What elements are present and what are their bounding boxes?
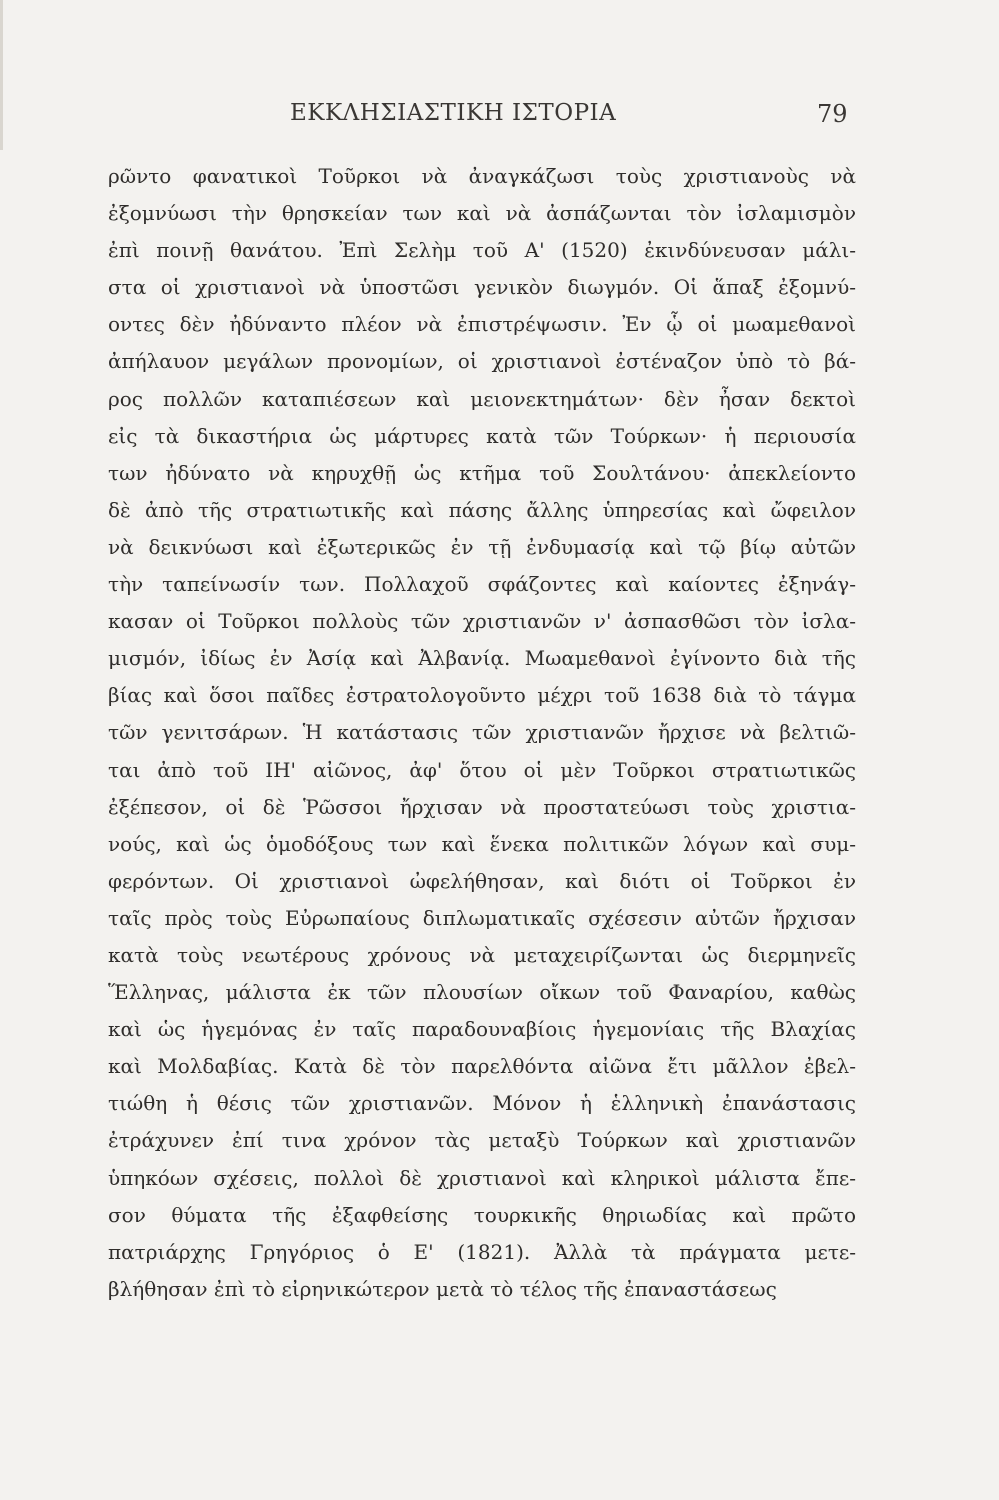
- text-line: βίας καὶ ὅσοι παῖδες ἐστρατολογοῦντο μέχρι τοῦ 1638 διὰ τὸ τάγμα: [108, 683, 856, 708]
- text-line: ρος πολλῶν καταπιέσεων καὶ μειονεκτημάτων· δὲν ἦσαν δεκτοὶ: [108, 386, 856, 411]
- text-line: ρῶντο φανατικοὶ Τοῦρκοι νὰ ἀναγκάζωσι τοὺς χριστιανοὺς νὰ: [108, 164, 856, 188]
- text-line: νὰ δεικνύωσι καὶ ἐξωτερικῶς ἐν τῇ ἐνδυμασίᾳ καὶ τῷ βίῳ αὐτῶν: [108, 534, 856, 559]
- text-line: τὴν ταπείνωσίν των. Πολλαχοῦ σφάζοντες καὶ καίοντες ἐξηνάγ-: [108, 572, 856, 597]
- text-line: μισμόν, ἰδίως ἐν Ἀσίᾳ καὶ Ἀλβανίᾳ. Μωαμεθανοὶ ἐγίνοντο διὰ τῆς: [108, 646, 856, 671]
- text-line: νούς, καὶ ὡς ὁμοδόξους των καὶ ἕνεκα πολιτικῶν λόγων καὶ συμ-: [108, 831, 856, 856]
- text-line: καὶ ὡς ἡγεμόνας ἐν ταῖς παραδουναβίοις ἡγεμονίαις τῆς Βλαχίας: [108, 1017, 856, 1042]
- text-line: σον θύματα τῆς ἐξαφθείσης τουρκικῆς θηριωδίας καὶ πρῶτο: [108, 1202, 856, 1227]
- text-line: πατριάρχης Γρηγόριος ὁ Ε' (1821). Ἀλλὰ τὰ πράγματα μετε-: [108, 1239, 856, 1264]
- text-line: ἐπὶ ποινῇ θανάτου. Ἐπὶ Σελὴμ τοῦ Α' (1520) ἐκινδύνευσαν μάλι-: [108, 238, 856, 263]
- text-line: καὶ Μολδαβίας. Κατὰ δὲ τὸν παρελθόντα αἰῶνα ἔτι μᾶλλον ἐβελ-: [108, 1054, 856, 1079]
- page-number: 79: [817, 100, 848, 128]
- running-title: ΕΚΚΛΗΣΙΑΣΤΙΚΗ ΙΣΤΟΡΙΑ: [290, 100, 617, 126]
- text-line: εἰς τὰ δικαστήρια ὡς μάρτυρες κατὰ τῶν Τούρκων· ἡ περιουσία: [108, 423, 856, 448]
- text-line: ἐτράχυνεν ἐπί τινα χρόνον τὰς μεταξὺ Τούρκων καὶ χριστιανῶν: [108, 1128, 856, 1153]
- body-text: [108, 158, 856, 1308]
- text-line: Ἕλληνας, μάλιστα ἐκ τῶν πλουσίων οἴκων τοῦ Φαναρίου, καθὼς: [108, 980, 856, 1005]
- text-line: ὑπηκόων σχέσεις, πολλοὶ δὲ χριστιανοὶ καὶ κληρικοὶ μάλιστα ἔπε-: [108, 1165, 856, 1190]
- text-line: δὲ ἀπὸ τῆς στρατιωτικῆς καὶ πάσης ἄλλης ὑπηρεσίας καὶ ὤφειλον: [108, 497, 856, 522]
- text-line: ται ἀπὸ τοῦ ΙΗ' αἰῶνος, ἀφ' ὅτου οἱ μὲν Τοῦρκοι στρατιωτικῶς: [108, 757, 856, 782]
- text-line: φερόντων. Οἱ χριστιανοὶ ὠφελήθησαν, καὶ διότι οἱ Τοῦρκοι ἐν: [108, 868, 856, 893]
- text-line: βλήθησαν ἐπὶ τὸ εἰρηνικώτερον μετὰ τὸ τέλος τῆς ἐπαναστάσεως: [108, 1276, 777, 1301]
- text-line: ἐξομνύωσι τὴν θρησκείαν των καὶ νὰ ἀσπάζωνται τὸν ἰσλαμισμὸν: [108, 201, 856, 226]
- text-line: ταῖς πρὸς τοὺς Εὐρωπαίους διπλωματικαῖς σχέσεσιν αὐτῶν ἤρχισαν: [108, 905, 856, 930]
- text-line: ἀπήλαυον μεγάλων προνομίων, οἱ χριστιανοὶ ἐστέναζον ὑπὸ τὸ βά-: [108, 349, 856, 374]
- text-line: των ἠδύνατο νὰ κηρυχθῇ ὡς κτῆμα τοῦ Σουλτάνου· ἀπεκλείοντο: [108, 460, 856, 485]
- text-line: τῶν γενιτσάρων. Ἡ κατάστασις τῶν χριστιανῶν ἤρχισε νὰ βελτιῶ-: [108, 720, 856, 745]
- text-line: στα οἱ χριστιανοὶ νὰ ὑποστῶσι γενικὸν διωγμόν. Οἱ ἅπαξ ἐξομνύ-: [108, 275, 856, 300]
- text-line: τιώθη ἡ θέσις τῶν χριστιανῶν. Μόνον ἡ ἑλληνικὴ ἐπανάστασις: [108, 1091, 856, 1116]
- text-line: κατὰ τοὺς νεωτέρους χρόνους νὰ μεταχειρίζωνται ὡς διερμηνεῖς: [108, 942, 856, 967]
- text-line: κασαν οἱ Τοῦρκοι πολλοὺς τῶν χριστιανῶν ν' ἀσπασθῶσι τὸν ἰσλα-: [108, 609, 856, 634]
- text-line: οντες δὲν ἠδύναντο πλέον νὰ ἐπιστρέψωσιν. Ἐν ᾧ οἱ μωαμεθανοὶ: [108, 312, 856, 337]
- text-line: ἐξέπεσον, οἱ δὲ Ῥῶσσοι ἤρχισαν νὰ προστατεύωσι τοὺς χριστια-: [108, 794, 856, 819]
- page-header: [0, 100, 999, 140]
